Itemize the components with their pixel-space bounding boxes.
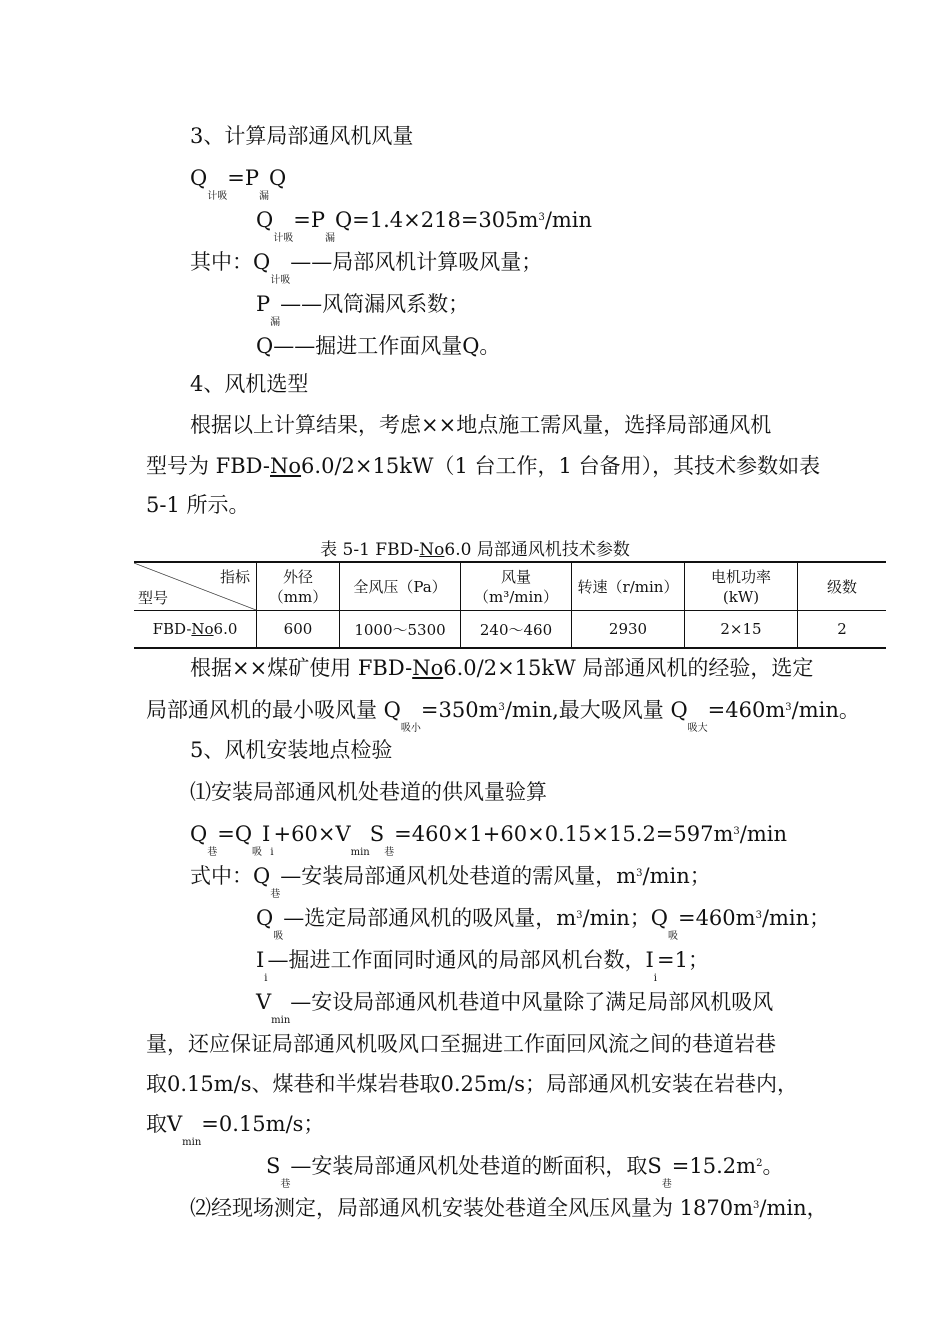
formula-1 <box>190 164 287 202</box>
diagonal-header-cell <box>134 562 257 611</box>
section-4-heading: 4、风机选型 <box>190 372 309 396</box>
header-l1: 全风压（Pa） <box>353 577 447 596</box>
table-cell: 1000～5300 <box>340 611 461 649</box>
table-caption <box>0 535 950 560</box>
header-cell <box>685 562 798 611</box>
header-l2: （m³/min） <box>474 587 558 606</box>
formula-2-unit: /min <box>544 208 593 232</box>
definition-5: 量，还应保证局部通风机吸风口至掘进工作面回风流之间的巷道岩巷 <box>146 1032 776 1056</box>
definition-4: $V_{min}—$安设局部通风机巷道中风量除了满足局部风机吸风 <box>256 990 774 1026</box>
header-cell <box>798 562 887 611</box>
header-l1: 风量 <box>500 567 531 586</box>
diag-top-label: 指标 <box>219 568 250 586</box>
formula-2-q-sub: 计吸 <box>273 233 294 244</box>
formula-2-rest: Q=1.4×218=305m <box>334 208 539 232</box>
formula-1-q-sub: 计吸 <box>207 191 228 202</box>
header-l1: 转速（r/min） <box>577 577 679 596</box>
formula-2 <box>256 206 593 244</box>
where-line-2 <box>256 290 470 328</box>
table-cell: 2 <box>798 611 887 649</box>
header-l1: 电机功率 <box>710 567 771 586</box>
section-3-heading: 3、计算局部通风机风量 <box>190 124 414 148</box>
after-table-line-2: 局部通风机的最小吸风量 $Q_{吸小}=350m^3/\min$,最大吸风量 $Q_{吸大}=460m^3/\min$。 <box>146 698 860 734</box>
para-2-a: 型号为 FBD- <box>146 454 271 478</box>
table-header-row <box>134 562 886 611</box>
header-cell <box>257 562 340 611</box>
definition-8: $S_巷—$安装局部通风机处巷道的断面积，取$S_巷=15.2m^2$。 <box>266 1154 784 1190</box>
formula-2-q: Q <box>256 208 274 232</box>
formula-2-sup: 3 <box>538 212 545 223</box>
table-row <box>134 611 886 649</box>
formula-2-p-sub: 漏 <box>324 233 335 244</box>
where-2-text: ——风筒漏风系数； <box>280 292 470 316</box>
table-cell-model: FBD-No6.0 <box>134 611 257 649</box>
para-2-no: No <box>270 454 302 478</box>
formula-1-p-sub: 漏 <box>258 191 269 202</box>
header-cell <box>572 562 685 611</box>
formula-1-rest: Q <box>268 166 287 190</box>
supply-formula: $Q_巷=Q_吸I_i+60\times V_{min}S_巷=460\times 1+60\times 0.15\times 15.2=597m^3/\min$ <box>190 822 788 858</box>
caption-b: 6.0 局部通风机技术参数 <box>444 540 630 560</box>
section-4-para-line-3: 5-1 所示。 <box>146 493 250 517</box>
definition-7: 取$V_{min}=0.15m/s$； <box>146 1112 325 1148</box>
definition-2: $Q_吸—$选定局部通风机的吸风量，$m^3/\min$；$Q_吸=460m^3/\min$； <box>256 906 831 942</box>
section-4-para-line-2 <box>146 452 820 480</box>
table-cell: 2930 <box>572 611 685 649</box>
formula-1-q: Q <box>190 166 208 190</box>
header-l1: 级数 <box>826 577 857 596</box>
para-2-b: 6.0/2×15kW（1 台工作，1 台备用），其技术参数如表 <box>301 454 821 478</box>
header-cell <box>340 562 461 611</box>
after-table-line-1: 根据××煤矿使用 FBD-No6.0/2×15kW 局部通风机的经验，选定 <box>190 656 814 680</box>
section-5-para-1: ⑴安装局部通风机处巷道的供风量验算 <box>190 780 547 804</box>
where-2-prefix: P <box>256 292 271 316</box>
table-cell: 600 <box>257 611 340 649</box>
where-1-text: ——局部风机计算吸风量； <box>290 250 543 274</box>
definition-6: 取0.15m/s、煤巷和半煤岩巷取0.25m/s；局部通风机安装在岩巷内， <box>146 1072 799 1096</box>
section-4-para-line-1: 根据以上计算结果，考虑××地点施工需风量，选择局部通风机 <box>190 413 772 437</box>
diag-bottom-label: 型号 <box>138 589 169 607</box>
section-5-para-2: ⑵经现场测定，局部通风机安装处巷道全风压风量为 $1870m^3/\min$， <box>190 1196 828 1220</box>
header-l2: （mm） <box>268 587 328 606</box>
table-cell: 240～460 <box>461 611 572 649</box>
where-line-1 <box>190 248 543 286</box>
definition-3: $I_i—$掘进工作面同时通风的局部风机台数，$I_i=1$； <box>256 948 709 984</box>
header-l2: (kW) <box>722 587 760 606</box>
caption-a: 表 5-1 FBD- <box>320 540 420 560</box>
spec-table <box>134 561 886 649</box>
where-1-prefix: 其中：Q <box>190 250 271 274</box>
section-5-heading: 5、风机安装地点检验 <box>190 738 393 762</box>
formula-1-eq: =P <box>227 166 259 190</box>
where-1-sub: 计吸 <box>270 275 291 286</box>
where-line-3: Q——掘进工作面风量Q。 <box>256 334 501 358</box>
header-cell <box>461 562 572 611</box>
where-2-sub: 漏 <box>270 317 281 328</box>
header-l1: 外径 <box>282 567 313 586</box>
formula-2-eq: =P <box>293 208 325 232</box>
table-cell: 2×15 <box>685 611 798 649</box>
caption-no: No <box>419 540 445 560</box>
definition-1: 式中：$Q_巷—$安装局部通风机处巷道的需风量，$m^3/\min$； <box>190 864 711 900</box>
